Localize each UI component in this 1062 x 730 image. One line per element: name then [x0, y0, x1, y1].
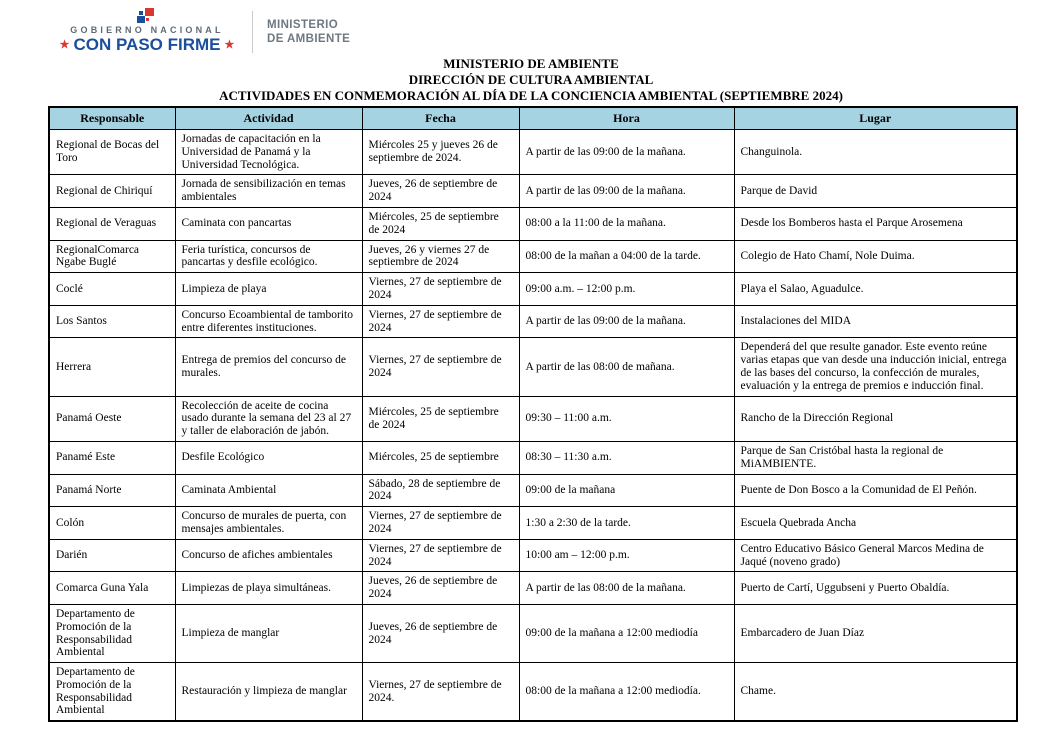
- table-row: [49, 441, 1017, 474]
- logo-divider: [252, 11, 253, 53]
- cell-lugar: Desde los Bomberos hasta el Parque Arosemena: [734, 207, 1017, 240]
- table-row: [49, 305, 1017, 338]
- cell-fecha: Viernes, 27 de septiembre de 2024: [362, 507, 519, 540]
- cell-lugar: Embarcadero de Juan Díaz: [734, 604, 1017, 662]
- cell-fecha: Miércoles, 25 de septiembre: [362, 441, 519, 474]
- cell-lugar: Changuinola.: [734, 130, 1017, 175]
- cell-hora: 08:00 de la mañan a 04:00 de la tarde.: [519, 240, 734, 273]
- cell-actividad: Recolección de aceite de cocina usado durante la semana del 23 al 27 y taller de elaboración de jabón.: [175, 396, 362, 441]
- table-row: [49, 507, 1017, 540]
- cell-responsable: Panamá Norte: [49, 474, 175, 507]
- cell-fecha: Miércoles, 25 de septiembre de 2024: [362, 207, 519, 240]
- cell-actividad: Limpieza de playa: [175, 273, 362, 306]
- cell-responsable: Regional de Veraguas: [49, 207, 175, 240]
- cell-actividad: Limpiezas de playa simultáneas.: [175, 572, 362, 605]
- cell-actividad: Desfile Ecológico: [175, 441, 362, 474]
- cell-lugar: Playa el Salao, Aguadulce.: [734, 273, 1017, 306]
- cell-actividad: Limpieza de manglar: [175, 604, 362, 662]
- cell-actividad: Concurso de afiches ambientales: [175, 539, 362, 572]
- cell-responsable: Colón: [49, 507, 175, 540]
- cell-fecha: Jueves, 26 de septiembre de 2024: [362, 604, 519, 662]
- cell-lugar: Dependerá del que resulte ganador. Este evento reúne varias etapas que van desde una inducción inicial, entrega de las bases del concurso, la confección de murales, evaluación y la entrega de premios e inducción final.: [734, 338, 1017, 396]
- cell-hora: 09:30 – 11:00 a.m.: [519, 396, 734, 441]
- document-titles: [0, 56, 1062, 104]
- cell-responsable: Comarca Guna Yala: [49, 572, 175, 605]
- cell-hora: A partir de las 09:00 de la mañana.: [519, 130, 734, 175]
- slogan-text: CON PASO FIRME: [73, 35, 221, 54]
- cell-lugar: Escuela Quebrada Ancha: [734, 507, 1017, 540]
- flag-blue-small-square: [139, 11, 143, 15]
- cell-hora: 08:30 – 11:30 a.m.: [519, 441, 734, 474]
- cell-actividad: Concurso de murales de puerta, con mensajes ambientales.: [175, 507, 362, 540]
- cell-lugar: Parque de San Cristóbal hasta la regional de MiAMBIENTE.: [734, 441, 1017, 474]
- table-row: [49, 539, 1017, 572]
- gobierno-logo: [52, 8, 242, 55]
- column-header-responsable: Responsable: [49, 107, 175, 130]
- cell-lugar: Colegio de Hato Chamí, Nole Duima.: [734, 240, 1017, 273]
- title-ministry: MINISTERIO DE AMBIENTE: [443, 56, 619, 71]
- cell-lugar: Parque de David: [734, 175, 1017, 208]
- table-row: [49, 207, 1017, 240]
- table-row: [49, 240, 1017, 273]
- cell-fecha: Viernes, 27 de septiembre de 2024: [362, 338, 519, 396]
- cell-responsable: Herrera: [49, 338, 175, 396]
- cell-fecha: Viernes, 27 de septiembre de 2024.: [362, 663, 519, 722]
- cell-fecha: Viernes, 27 de septiembre de 2024: [362, 273, 519, 306]
- column-header-lugar: Lugar: [734, 107, 1017, 130]
- title-activities: ACTIVIDADES EN CONMEMORACIÓN AL DÍA DE LA CONCIENCIA AMBIENTAL (SEPTIEMBRE 2024): [219, 88, 843, 103]
- letterhead: [52, 8, 350, 55]
- cell-fecha: Viernes, 27 de septiembre de 2024: [362, 305, 519, 338]
- cell-responsable: Regional de Bocas del Toro: [49, 130, 175, 175]
- cell-lugar: Puente de Don Bosco a la Comunidad de El Peñón.: [734, 474, 1017, 507]
- table-row: [49, 396, 1017, 441]
- cell-hora: A partir de las 09:00 de la mañana.: [519, 175, 734, 208]
- cell-responsable: Departamento de Promoción de la Responsabilidad Ambiental: [49, 663, 175, 722]
- cell-fecha: Jueves, 26 y viernes 27 de septiembre de 2024: [362, 240, 519, 273]
- table-body: [49, 130, 1017, 722]
- cell-fecha: Miércoles 25 y jueves 26 de septiembre de 2024.: [362, 130, 519, 175]
- cell-responsable: Darién: [49, 539, 175, 572]
- cell-lugar: Puerto de Cartí, Uggubseni y Puerto Obaldía.: [734, 572, 1017, 605]
- cell-hora: 08:00 de la mañana a 12:00 mediodía.: [519, 663, 734, 722]
- cell-actividad: Concurso Ecoambiental de tamborito entre diferentes instituciones.: [175, 305, 362, 338]
- cell-lugar: Instalaciones del MIDA: [734, 305, 1017, 338]
- flag-red-small-square: [146, 18, 149, 21]
- cell-fecha: Jueves, 26 de septiembre de 2024: [362, 175, 519, 208]
- cell-actividad: Caminata Ambiental: [175, 474, 362, 507]
- cell-fecha: Viernes, 27 de septiembre de 2024: [362, 539, 519, 572]
- con-paso-firme-text: [52, 35, 242, 55]
- cell-hora: A partir de las 09:00 de la mañana.: [519, 305, 734, 338]
- cell-lugar: Chame.: [734, 663, 1017, 722]
- cell-actividad: Feria turística, concursos de pancartas y desfile ecológico.: [175, 240, 362, 273]
- cell-actividad: Jornadas de capacitación en la Universidad de Panamá y la Universidad Tecnológica.: [175, 130, 362, 175]
- cell-hora: A partir de las 08:00 de la mañana.: [519, 572, 734, 605]
- cell-responsable: Departamento de Promoción de la Responsabilidad Ambiental: [49, 604, 175, 662]
- table-row: [49, 175, 1017, 208]
- column-header-actividad: Actividad: [175, 107, 362, 130]
- gobierno-nacional-text: GOBIERNO NACIONAL: [70, 25, 224, 35]
- star-icon-right: ★: [224, 39, 235, 51]
- table-row: [49, 338, 1017, 396]
- cell-actividad: Entrega de premios del concurso de murales.: [175, 338, 362, 396]
- cell-fecha: Jueves, 26 de septiembre de 2024: [362, 572, 519, 605]
- flag-red-big-square: [145, 8, 154, 16]
- column-header-hora: Hora: [519, 107, 734, 130]
- column-header-fecha: Fecha: [362, 107, 519, 130]
- cell-responsable: Regional de Chiriquí: [49, 175, 175, 208]
- cell-lugar: Centro Educativo Básico General Marcos Medina de Jaqué (noveno grado): [734, 539, 1017, 572]
- table-row: [49, 663, 1017, 722]
- ministry-name: [267, 18, 350, 46]
- cell-actividad: Restauración y limpieza de manglar: [175, 663, 362, 722]
- ministry-line1: MINISTERIO: [267, 18, 339, 31]
- cell-hora: 09:00 de la mañana: [519, 474, 734, 507]
- cell-actividad: Jornada de sensibilización en temas ambientales: [175, 175, 362, 208]
- cell-hora: 10:00 am – 12:00 p.m.: [519, 539, 734, 572]
- cell-responsable: Panamé Este: [49, 441, 175, 474]
- cell-hora: 09:00 a.m. – 12:00 p.m.: [519, 273, 734, 306]
- cell-responsable: Panamá Oeste: [49, 396, 175, 441]
- cell-responsable: Los Santos: [49, 305, 175, 338]
- cell-responsable: Coclé: [49, 273, 175, 306]
- table-row: [49, 273, 1017, 306]
- cell-fecha: Miércoles, 25 de septiembre de 2024: [362, 396, 519, 441]
- panama-flag-icon: [137, 8, 157, 24]
- flag-blue-big-square: [137, 16, 145, 23]
- cell-hora: A partir de las 08:00 de mañana.: [519, 338, 734, 396]
- cell-lugar: Rancho de la Dirección Regional: [734, 396, 1017, 441]
- cell-fecha: Sábado, 28 de septiembre de 2024: [362, 474, 519, 507]
- cell-hora: 08:00 a la 11:00 de la mañana.: [519, 207, 734, 240]
- cell-responsable: RegionalComarca Ngabe Buglé: [49, 240, 175, 273]
- title-direction: DIRECCIÓN DE CULTURA AMBIENTAL: [408, 72, 654, 87]
- table-row: [49, 130, 1017, 175]
- table-row: [49, 604, 1017, 662]
- activities-table: [48, 106, 1018, 722]
- activities-table-wrap: [48, 106, 1016, 722]
- star-icon-left: ★: [59, 39, 70, 51]
- table-row: [49, 572, 1017, 605]
- cell-hora: 09:00 de la mañana a 12:00 mediodía: [519, 604, 734, 662]
- ministry-line2: DE AMBIENTE: [267, 32, 351, 45]
- table-row: [49, 474, 1017, 507]
- cell-actividad: Caminata con pancartas: [175, 207, 362, 240]
- table-header-row: [49, 107, 1017, 130]
- cell-hora: 1:30 a 2:30 de la tarde.: [519, 507, 734, 540]
